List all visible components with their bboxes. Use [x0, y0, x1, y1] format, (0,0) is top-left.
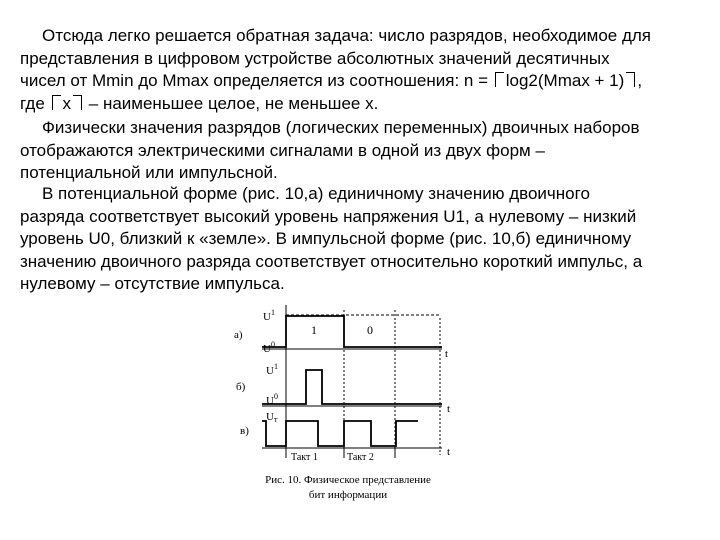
time-axis-label: t	[445, 348, 449, 360]
figure-caption-line2: бит информации	[308, 489, 388, 501]
text-line: представления в цифровом устройстве абсолютных значений десятичных	[20, 48, 610, 68]
label-b: б)	[236, 381, 246, 393]
bit-zero-label: 0	[367, 323, 373, 337]
ut-label	[266, 411, 278, 424]
label-v: в)	[240, 425, 249, 437]
definition-lead-text: где	[20, 93, 50, 113]
tact-2-label: Такт 2	[347, 452, 374, 463]
subscript: т	[273, 415, 278, 424]
ceiling-formula: log2(Mmax + 1)	[505, 71, 625, 90]
ceiling-variable: x	[62, 93, 72, 113]
superscript: 0	[270, 340, 275, 349]
u-letter: U	[263, 311, 271, 323]
text-line: нулевому – отсутствие импульса.	[20, 274, 285, 293]
u-letter: U	[263, 343, 271, 355]
text-line: потенциальной или импульсной.	[20, 163, 278, 182]
potential-signal-trace	[262, 316, 442, 347]
u-letter: U	[266, 411, 274, 423]
u1-label-b	[266, 362, 278, 377]
text-line: Отсюда легко решается обратная задача: число разрядов, необходимое для	[42, 26, 651, 45]
superscript: 1	[270, 308, 275, 317]
tact-1-label: Такт 1	[291, 452, 318, 463]
u1-label-a	[263, 308, 275, 323]
superscript: 1	[273, 362, 278, 371]
definition-text: – наименьшее целое, не меньшее x.	[84, 93, 379, 113]
text-line: уровень U0, близкий к «земле». В импульсной форме (рис. 10,б) единичному	[20, 229, 632, 248]
label-a: а)	[234, 329, 243, 341]
text-line: Физически значения разрядов (логических переменных) двоичных наборов	[42, 118, 640, 137]
text-line: В потенциальной форме (рис. 10,а) единичному значению двоичного	[42, 184, 590, 203]
formula-trailing-comma: ,	[637, 71, 643, 90]
impulse-signal-trace	[262, 370, 442, 404]
time-axis-label: t	[447, 446, 451, 458]
u-letter: U	[266, 395, 274, 407]
time-axis-label: t	[447, 403, 451, 415]
u0-label-a	[263, 340, 275, 355]
superscript: 0	[273, 392, 278, 401]
u-letter: U	[266, 365, 274, 377]
text-line: разряда соответствует высокий уровень напряжения U1, а нулевому – низкий	[20, 206, 637, 226]
formula-lead-text: чисел от Mmin до Mmax определяется из соотношения: n =	[20, 71, 493, 90]
text-line: отображаются электрическими сигналами в одной из двух форм –	[20, 140, 545, 160]
figure-caption-line1: Рис. 10. Физическое представление	[265, 474, 431, 486]
text-line: значению двоичного разряда соответствует относительно короткий импульс, а	[20, 251, 643, 271]
bit-one-label: 1	[311, 323, 317, 337]
